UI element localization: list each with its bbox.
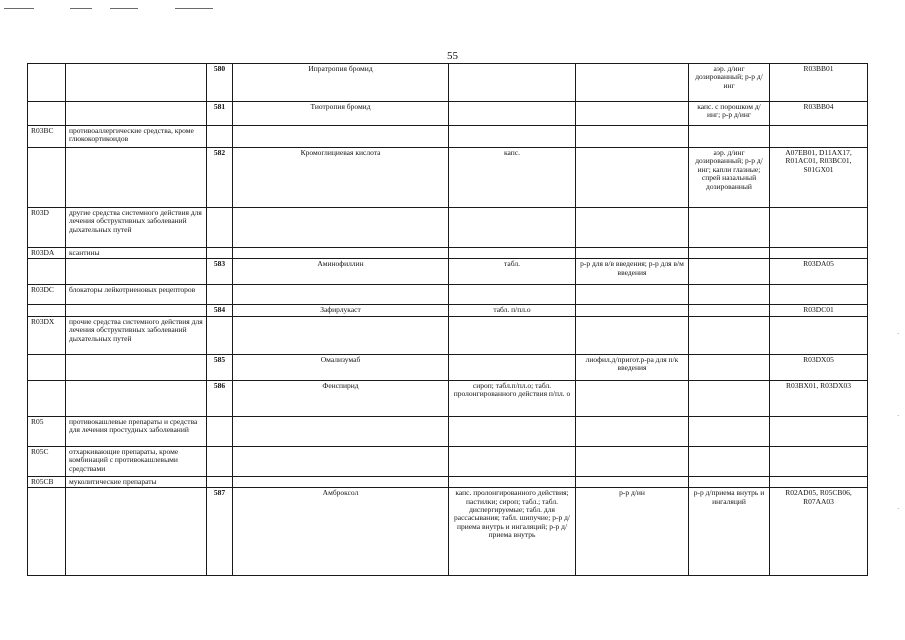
table-row [28, 102, 868, 126]
row-number: 581 [207, 102, 233, 126]
table-row [28, 64, 868, 102]
drug-name [233, 126, 449, 148]
drug-name: Омализумаб [233, 354, 449, 380]
atc-group-name: муколитические препараты [66, 476, 207, 487]
injection-form [576, 446, 689, 476]
injection-form [576, 126, 689, 148]
row-number [207, 476, 233, 487]
dosage-form [449, 416, 576, 446]
dosage-form: сироп; табл.п/пл.о; табл. пролонгированного действия п/пл. о [449, 380, 576, 416]
other-forms [689, 305, 770, 316]
dosage-form [449, 316, 576, 354]
other-forms [689, 476, 770, 487]
dosage-form: табл. п/пл.о [449, 305, 576, 316]
other-forms [689, 380, 770, 416]
atc-code [28, 305, 66, 316]
atc-codes: R02AD05, R05CB06, R07AA03 [770, 488, 868, 576]
dosage-form [449, 102, 576, 126]
atc-group-name: ксантины [66, 248, 207, 259]
dosage-form: табл. [449, 259, 576, 285]
atc-group-name [66, 380, 207, 416]
other-forms [689, 446, 770, 476]
atc-codes [770, 316, 868, 354]
atc-group-name: противокашлевые препараты и средства для лечения простудных заболеваний [66, 416, 207, 446]
other-forms [689, 248, 770, 259]
dosage-form [449, 126, 576, 148]
row-number: 580 [207, 64, 233, 102]
drug-name [233, 416, 449, 446]
atc-code: R03DA [28, 248, 66, 259]
atc-group-name [66, 305, 207, 316]
row-number [207, 316, 233, 354]
atc-code [28, 102, 66, 126]
atc-codes: R03BB01 [770, 64, 868, 102]
atc-codes [770, 126, 868, 148]
injection-form [576, 102, 689, 126]
atc-group-name [66, 488, 207, 576]
dosage-form: капс. пролонгированного действия; пастилки; сироп; табл.; табл. диспергируемые; табл. для рассасывания; табл. шипучие; р-р д/приема внутрь и ингаляций; р-р д/приема внутрь [449, 488, 576, 576]
atc-code: R03DX [28, 316, 66, 354]
injection-form [576, 416, 689, 446]
atc-code [28, 259, 66, 285]
atc-codes [770, 416, 868, 446]
row-number: 584 [207, 305, 233, 316]
atc-group-name: прочие средства системного действия для лечения обструктивных заболеваний дыхательных путей [66, 316, 207, 354]
atc-codes: R03DA05 [770, 259, 868, 285]
atc-code: R03BC [28, 126, 66, 148]
other-forms: аэр. д/инг дозированный; р-р д/инг [689, 64, 770, 102]
atc-code: R05CB [28, 476, 66, 487]
other-forms: капс. с порошком д/инг; р-р д/инг [689, 102, 770, 126]
other-forms [689, 285, 770, 305]
drug-name [233, 285, 449, 305]
drug-name: Фенспирид [233, 380, 449, 416]
injection-form [576, 148, 689, 208]
drug-name: Зафирлукаст [233, 305, 449, 316]
atc-code: R03DC [28, 285, 66, 305]
dosage-form [449, 354, 576, 380]
drug-name: Амброксол [233, 488, 449, 576]
atc-codes: R03BB04 [770, 102, 868, 126]
injection-form: лиофил.д/пригот.р-ра для п/к введения [576, 354, 689, 380]
table-row [28, 248, 868, 259]
injection-form: р-р д/ин [576, 488, 689, 576]
row-number [207, 248, 233, 259]
atc-code: R03D [28, 208, 66, 248]
row-number: 585 [207, 354, 233, 380]
atc-group-name: противоаллергические средства, кроме глюкокортикоидов [66, 126, 207, 148]
dosage-form [449, 64, 576, 102]
scan-speck: · [897, 412, 900, 420]
table-row [28, 446, 868, 476]
other-forms [689, 316, 770, 354]
scan-artifact-line [4, 8, 34, 9]
injection-form [576, 285, 689, 305]
scan-speck: · [897, 505, 900, 513]
injection-form [576, 64, 689, 102]
injection-form [576, 476, 689, 487]
row-number [207, 416, 233, 446]
injection-form [576, 208, 689, 248]
other-forms [689, 259, 770, 285]
row-number: 587 [207, 488, 233, 576]
atc-codes [770, 285, 868, 305]
other-forms: аэр. д/инг дозированный; р-р д/инг; капли глазные; спрей назальный дозированный [689, 148, 770, 208]
table-row [28, 148, 868, 208]
row-number: 582 [207, 148, 233, 208]
dosage-form [449, 208, 576, 248]
injection-form [576, 248, 689, 259]
drug-name [233, 208, 449, 248]
dosage-form [449, 446, 576, 476]
drug-name: Ипратропия бромид [233, 64, 449, 102]
atc-code: R05 [28, 416, 66, 446]
medicines-table [27, 63, 868, 576]
other-forms: р-р д/приема внутрь и ингаляций [689, 488, 770, 576]
row-number [207, 285, 233, 305]
other-forms [689, 208, 770, 248]
injection-form: р-р для в/в введения; р-р для в/м введения [576, 259, 689, 285]
atc-code [28, 148, 66, 208]
atc-codes [770, 476, 868, 487]
atc-group-name [66, 64, 207, 102]
page-number: 55 [447, 50, 458, 62]
table-row [28, 285, 868, 305]
drug-name: Аминофиллин [233, 259, 449, 285]
atc-code [28, 488, 66, 576]
table-row [28, 488, 868, 576]
atc-group-name [66, 354, 207, 380]
drug-name [233, 316, 449, 354]
table-row [28, 259, 868, 285]
atc-codes [770, 446, 868, 476]
table-row [28, 476, 868, 487]
atc-codes [770, 208, 868, 248]
scan-artifact-line [175, 8, 213, 9]
scan-speck: · [897, 330, 900, 338]
atc-group-name [66, 259, 207, 285]
row-number [207, 446, 233, 476]
atc-codes [770, 248, 868, 259]
atc-code [28, 380, 66, 416]
table-row [28, 316, 868, 354]
row-number [207, 126, 233, 148]
other-forms [689, 416, 770, 446]
dosage-form [449, 285, 576, 305]
atc-codes: A07EB01, D11AX17, R01AC01, R03BC01, S01GX01 [770, 148, 868, 208]
table-row [28, 126, 868, 148]
row-number: 583 [207, 259, 233, 285]
atc-codes: R03DX05 [770, 354, 868, 380]
table-row [28, 354, 868, 380]
injection-form [576, 305, 689, 316]
atc-group-name [66, 102, 207, 126]
dosage-form [449, 476, 576, 487]
row-number: 586 [207, 380, 233, 416]
table-row [28, 305, 868, 316]
scan-artifact-line [110, 8, 138, 9]
dosage-form [449, 248, 576, 259]
dosage-form: капс. [449, 148, 576, 208]
atc-code: R05C [28, 446, 66, 476]
drug-name: Тиотропия бромид [233, 102, 449, 126]
atc-group-name: блокаторы лейкотриеновых рецепторов [66, 285, 207, 305]
atc-codes: R03DC01 [770, 305, 868, 316]
atc-code [28, 64, 66, 102]
scan-artifact-line [70, 8, 92, 9]
other-forms [689, 126, 770, 148]
table-row [28, 416, 868, 446]
atc-codes: R03BX01, R03DX03 [770, 380, 868, 416]
atc-group-name [66, 148, 207, 208]
table-row [28, 380, 868, 416]
table-body [28, 64, 868, 576]
injection-form [576, 380, 689, 416]
table-row [28, 208, 868, 248]
atc-group-name: другие средства системного действия для лечения обструктивных заболеваний дыхательных путей [66, 208, 207, 248]
drug-name: Кромоглициевая кислота [233, 148, 449, 208]
drug-name [233, 476, 449, 487]
other-forms [689, 354, 770, 380]
drug-name [233, 446, 449, 476]
row-number [207, 208, 233, 248]
drug-name [233, 248, 449, 259]
atc-code [28, 354, 66, 380]
injection-form [576, 316, 689, 354]
atc-group-name: отхаркивающие препараты, кроме комбинаций с противокашлевыми средствами [66, 446, 207, 476]
